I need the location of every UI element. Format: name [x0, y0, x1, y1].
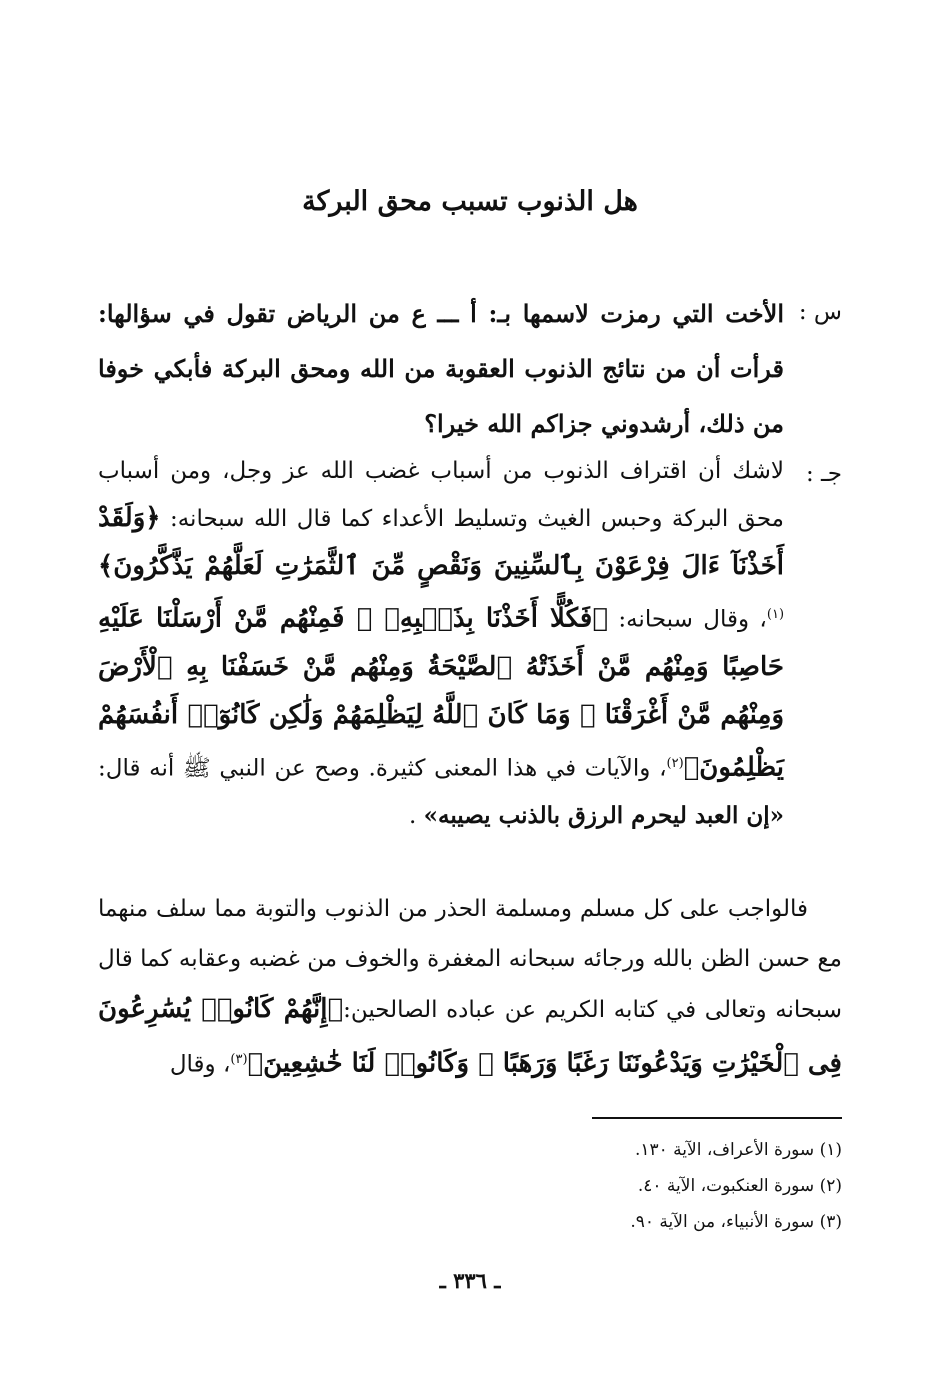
document-page [98, 0, 842, 1375]
question-block [98, 286, 842, 451]
footnote-ref-3: (٣) [230, 1052, 248, 1067]
answer-text [98, 448, 784, 840]
answer-intro: لاشك أن اقتراف الذنوب من أسباب غضب الله عز وجل، ومن أسباب محق البركة وحبس الغيث وتسليط الأعداء كما قال الله سبحانه: [98, 458, 784, 532]
footnote-divider [592, 1117, 842, 1119]
question-text: الأخت التي رمزت لاسمها بـ: أ ـــ ع من الرياض تقول في سؤالها: قرأت أن من نتائج الذنوب العقوبة من الله ومحق البركة فأبكي خوفا من ذلك، أرشدوني جزاكم الله خيرا؟ [98, 299, 784, 438]
footnote-item: (٢) سورة العنكبوت، الآية ٤٠. [637, 1176, 842, 1196]
answer-end: . [409, 803, 424, 830]
question-marker: س : [798, 299, 842, 325]
page-number: ـ ٣٣٦ ـ [439, 1268, 501, 1293]
quran-verse-1: ﴿وَلَقَدْ أَخَذْنَآ ءَالَ فِرْعَوْنَ بِٱلسِّنِينَ وَنَقْصٍ مِّنَ ٱلثَّمَرَٰتِ لَعَلَّهُمْ يَذَّكَّرُونَ﴾ [98, 503, 784, 581]
quran-verse-3: ﴿إِنَّهُمْ كَانُوا۟ يُسَٰرِعُونَ فِى ٱلْخَيْرَٰتِ وَيَدْعُونَنَا رَغَبًا وَرَهَبًا ۖ وَكَانُوا۟ لَنَا خَٰشِعِينَ﴾ [98, 994, 842, 1079]
answer-marker: جـ : [805, 461, 842, 487]
answer-connector-1: ، وقال سبحانه: [618, 606, 767, 633]
paragraph-tail: ، وقال [169, 1051, 231, 1078]
quran-verse-2: ﴿فَكُلًّا أَخَذْنَا بِذَنۢبِهِۦ ۖ فَمِنْهُم مَّنْ أَرْسَلْنَا عَلَيْهِ حَاصِبًا وَمِنْهُم مَّنْ أَخَذَتْهُ ٱلصَّيْحَةُ وَمِنْهُم مَّنْ خَسَفْنَا بِهِ ٱلْأَرْضَ وَمِنْهُم مَّنْ أَغْرَقْنَا ۚ وَمَا كَانَ ٱللَّهُ لِيَظْلِمَهُمْ وَلَٰكِن كَانُوٓا۟ أَنفُسَهُمْ يَظْلِمُونَ﴾ [98, 603, 784, 783]
footnote-ref-2: (٢) [666, 755, 684, 771]
page-title: هل الذنوب تسبب محق البركة [302, 186, 638, 217]
body-paragraph [98, 884, 842, 1090]
answer-block [98, 448, 842, 840]
answer-connector-2: ، والآيات في هذا المعنى كثيرة. وصح عن النبي ﷺ أنه قال: [98, 755, 667, 782]
hadith-quote: «إن العبد ليحرم الرزق بالذنب يصيبه» [423, 802, 784, 830]
footnotes [98, 1132, 842, 1240]
footnote-ref-1: (١) [766, 607, 785, 622]
footnote-item: (١) سورة الأعراف، الآية ١٣٠. [634, 1140, 842, 1160]
footnote-item: (٣) سورة الأنبياء، من الآية ٩٠. [630, 1212, 842, 1232]
paragraph-text: فالواجب على كل مسلم ومسلمة الحذر من الذنوب والتوبة مما سلف منهما مع حسن الظن بالله ورجائه سبحانه المغفرة والخوف من غضبه وعقابه كما قال سبحانه وتعالى في كتابه الكريم عن عباده الصالحين: [98, 896, 842, 1023]
